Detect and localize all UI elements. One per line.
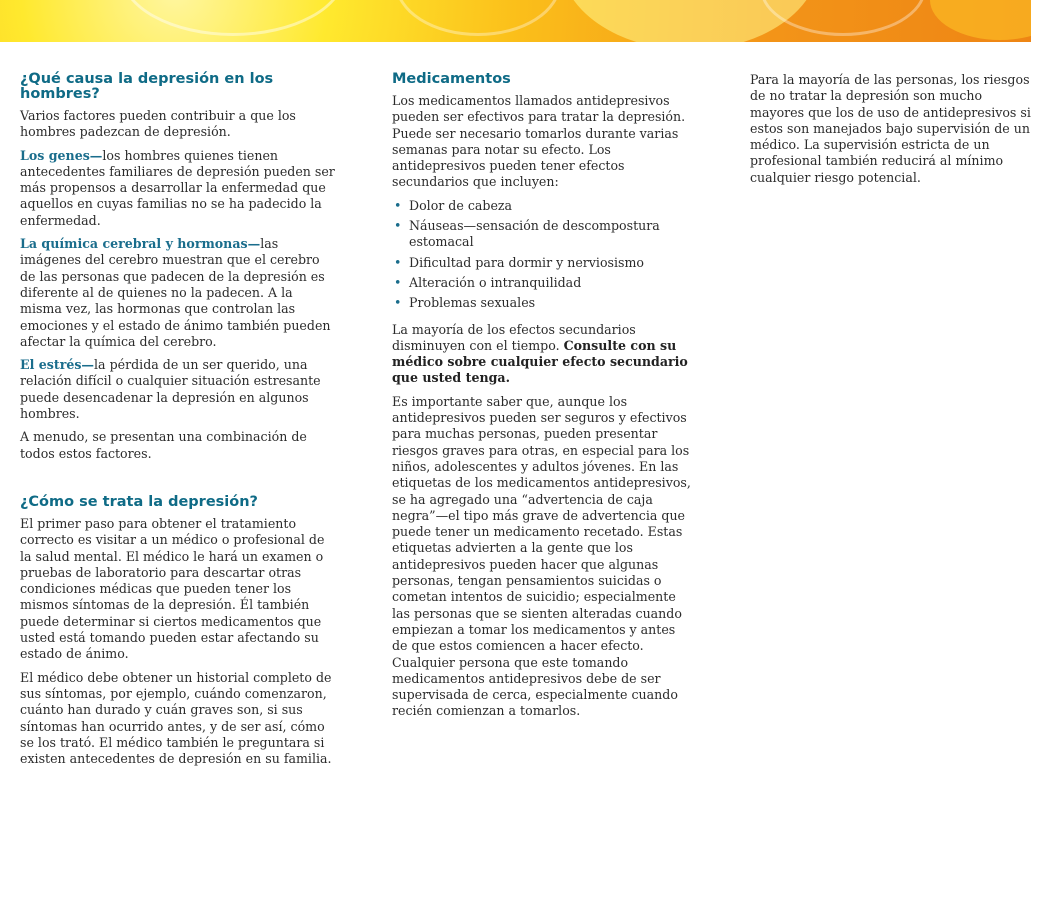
- text-stress: la pérdida de un ser querido, una relación difícil o cualquier situación estresante puede desencadenar la depresión en algunos hombres.: [20, 357, 321, 422]
- paragraph-treatment-2: El médico debe obtener un historial completo de sus síntomas, por ejemplo, cuándo comenzaron, cuánto han durado y cuán graves son, si sus síntomas han ocurrido antes, y de ser así, cómo se los trató. El médico también le preguntara si existen antecedentes de depresión en su familia.: [20, 669, 332, 767]
- bullet-icon: •: [394, 295, 402, 311]
- paragraph-intro: Varios factores pueden contribuir a que los hombres padezcan de depresión.: [20, 108, 296, 140]
- bullet-icon: •: [394, 218, 402, 234]
- banner-decoration: [760, 0, 926, 36]
- paragraph-warning: Es importante saber que, aunque los antidepresivos pueden ser seguros y efectivos para muchas personas, pueden presentar riesgos graves para otras, en especial para los niños, adolescentes y adultos jóvenes. En las etiquetas de los medicamentos antidepresivos, se ha agregado una “advertencia de caja negra”—el tipo más grave de advertencia que puede tener un medicamento recetado. Estas etiquetas advierten a la gente que los antidepresivos pueden hacer que algunas personas, tengan pensamientos suicidas o cometan intentos de suicidio; especialmente las personas que se sienten alteradas cuando empiezan a tomar los medicamentos y antes de que estos comiencen a hacer efecto. Cualquier persona que este tomando medicamentos antidepresivos debe de ser supervisada de cerca, especialmente cuando recién comienzan a tomarlos.: [392, 393, 691, 719]
- list-item: • Alteración o intranquilidad: [394, 274, 582, 290]
- bullet-icon: •: [394, 254, 402, 270]
- term-stress: El estrés—: [20, 357, 95, 373]
- paragraph-genes: [20, 148, 335, 229]
- header-banner: [0, 0, 1031, 42]
- heading-treatment: ¿Cómo se trata la depresión?: [20, 493, 258, 510]
- paragraph-treatment-1: El primer paso para obtener el tratamiento correcto es visitar a un médico o profesional de la salud mental. El médico le hará un examen o pruebas de laboratorio para descartar otras condiciones médicas que pueden tener los mismos síntomas de la depresión. Él también puede determinar si ciertos medicamentos que usted está tomando pueden estar afectando su estado de ánimo.: [20, 515, 325, 662]
- text-chemistry: las imágenes del cerebro muestran que el cerebro de las personas que padecen de la depresión es diferente al de quienes no la padecen. A la misma vez, las hormonas que controlan las emociones y el estado de ánimo también pueden afectar la química del cerebro.: [20, 236, 331, 349]
- text-genes: los hombres quienes tienen antecedentes familiares de depresión pueden ser más propensos a desarrollar la enfermedad que aquellos en cuyas familias no se ha padecido la enfermedad.: [20, 147, 335, 228]
- list-item: • Náuseas—sensación de descompostura estomacal: [394, 218, 660, 250]
- list-item: • Dificultad para dormir y nerviosismo: [394, 254, 645, 270]
- column-causes: [20, 72, 335, 774]
- banner-decoration: [120, 0, 346, 36]
- heading-medications: Medicamentos: [392, 71, 511, 87]
- paragraph-risks: Para la mayoría de las personas, los riesgos de no tratar la depresión son mucho mayores que los de uso de antidepresivos si estos son manejados bajo supervisión de un médico. La supervisión estricta de un profesional también reducirá al mínimo cualquier riesgo potencial.: [750, 72, 1031, 185]
- heading-causes: ¿Qué causa la depresión en los hombres?: [20, 71, 274, 102]
- paragraph-stress: [20, 357, 335, 422]
- term-chemistry: La química cerebral y hormonas—: [20, 236, 261, 252]
- consult-note: Consulte con su médico sobre cualquier efecto secundario que usted tenga.: [392, 337, 688, 386]
- list-item: • Dolor de cabeza: [394, 197, 513, 213]
- term-genes: Los genes—: [20, 147, 103, 163]
- bullet-icon: •: [394, 274, 402, 290]
- list-item: • Problemas sexuales: [394, 295, 536, 311]
- paragraph-combination: A menudo, se presentan una combinación de todos estos factores.: [20, 429, 307, 461]
- side-effects-list: [392, 198, 692, 312]
- paragraph-medications-intro: Los medicamentos llamados antidepresivos pueden ser efectivos para tratar la depresión. Puede ser necesario tomarlos durante varias semanas para notar su efecto. Los antidepresivos pueden tener efectos secundarios que incluyen:: [392, 93, 686, 190]
- paragraph-side-effects: La mayoría de los efectos secundarios disminuyen con el tiempo. Consulte con su médico sobre cualquier efecto secundario que usted tenga.: [392, 321, 688, 386]
- column-medications: [392, 72, 692, 727]
- banner-decoration: [930, 0, 1031, 40]
- bullet-icon: •: [394, 197, 402, 213]
- banner-decoration: [395, 0, 561, 36]
- column-risks: [750, 72, 1035, 193]
- paragraph-chemistry: [20, 236, 335, 350]
